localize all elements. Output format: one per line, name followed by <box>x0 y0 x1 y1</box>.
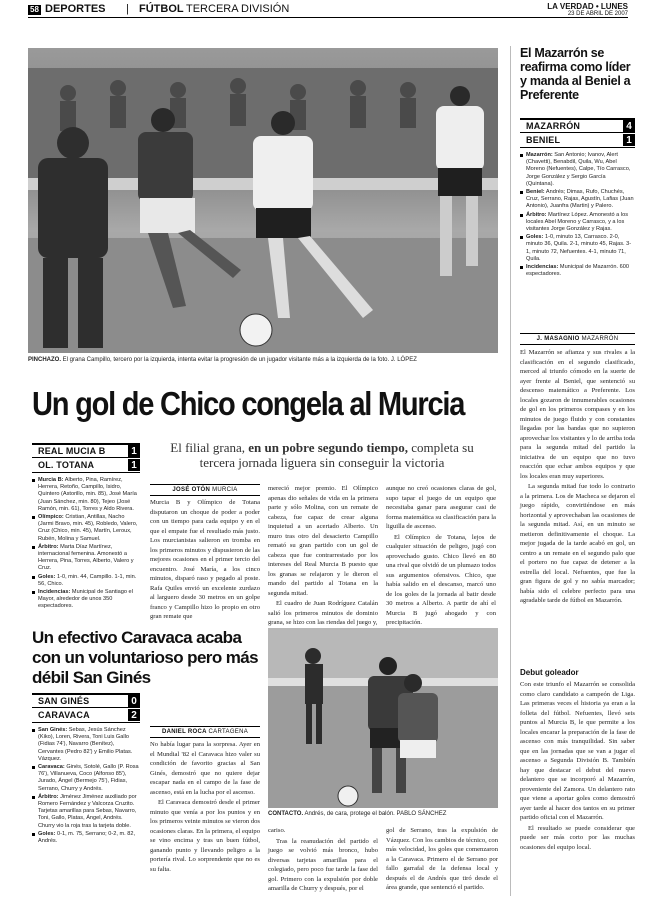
away-score: 2 <box>128 709 140 721</box>
page-header <box>28 2 628 18</box>
second-photo <box>268 628 498 808</box>
publication-date: 23 DE ABRIL DE 2007 <box>567 11 628 17</box>
main-photo-caption <box>28 356 498 364</box>
fact-item: Goles: 0-1, m. 75, Serrano; 0-2, m. 82, Andrés. <box>32 831 140 845</box>
main-headline: Un gol de Chico congela al Murcia <box>32 385 465 422</box>
section-label: DEPORTES <box>45 3 106 15</box>
caption-lead: CONTACTO. <box>268 811 304 817</box>
photo-credit: J. LÓPEZ <box>390 357 417 363</box>
main-body-col3: aunque no creó ocasiones claras de gol, supo tapar el juego de un equipo que necesitaba ganar para asegurar casi de forma matemática su clasificación para la liguilla de ascenso. El Olímpico de Totana, lejos de cualquier situación de peligro, jugó con aprovechado gusto. Chico llevó en 80 una rival que olvidó de un plumazo todos sus argumentos ofensivos. Chico, que había salido en el descanso, marcó uno de los goles de la jornada al batir desde 30 metros a Alberto. A partir de ahí el Murcia B jugó ahogado y con precipitación. <box>386 485 496 626</box>
away-team: BENIEL <box>526 135 561 145</box>
away-team-row <box>32 458 140 473</box>
fact-item: Goles: 1-0, minuto 13, Carrasco. 2-0, minuto 36, Quila. 2-1, minuto 45, Rajas. 3-1, minuto 72, Nefuentes. 4-1, minuto 71, Quila. <box>520 234 635 263</box>
fact-item: San Ginés: Sebas, Jesús Sánchez (Kiko), Loren, Rivera, Toni Luis Gallo (Fidias 74'), Navarro (Benítez), Cervantes (Pedro 82') y Emilio Platas. Vázquez. <box>32 727 140 763</box>
second-body-col2: cariso. Tras la reanudación del partido el juego se volvió más bronco, hubo diversas tarjetas amarillas para el colegiado, pero poco fue tarde la fase del gol. Primero con la expulsión por doble amarilla de Churry y después, por el <box>268 827 378 892</box>
home-team-row <box>32 693 140 708</box>
byline-name: J. MASAGNIO <box>536 336 580 342</box>
caravaca-match-photo <box>268 628 498 808</box>
photo-credit: PABLO SÁNCHEZ <box>396 811 447 817</box>
fact-item: Olímpico: Cristian, Antillas, Nacho (Jarmi Bravo, min. 45), Robledo, Valero, Cruz (Chico, min. 45), Martín, Leroux, Rubén, Molina y Samuel. <box>32 514 140 543</box>
home-team: REAL MUCIA B <box>38 446 106 456</box>
main-body-col1: Murcia B y Olímpico de Totana disputaron un choque de poder a poder con un tiempo para cada equipo y en el que el empate fue el resultado más justo. Los murcianistas salieron en tromba en los primeros minutos y dispusieron de las mejores ocasiones en el primer tercio del encuentro. José María, a los cinco minutos, disparó raso y pegado al poste. Rafa Quiles envió un excelente zurdazo al larguero desde 30 metros en un golpe franco y Campillo hizo lo propio en otro gran remate que <box>150 499 260 620</box>
home-team-row <box>32 443 140 458</box>
match-box-murcia-totana <box>32 443 140 612</box>
away-score: 1 <box>128 459 140 471</box>
sidebar-subheading: Debut goleador <box>520 668 579 677</box>
main-subhead: El filial grana, en un pobre segundo tiempo, completa su tercera jornada liguera sin conseguir la victoria <box>170 440 474 470</box>
caption-text: El grana Campillo, tercero por la izquierda, intenta evitar la progresión de un jugador visitante más a la izquierda de la foto. <box>62 357 390 363</box>
fact-item: Caravaca: Ginés, Sotolé, Gallo (P. Rosa 76'), Villanueva, Coco (Alfonso 85'), Jurado, Ángel (Bermejo 75'), Fidias, Serrano, Churry y Andrés. <box>32 764 140 793</box>
away-team-row <box>32 708 140 723</box>
match-box-mazarron-beniel <box>520 118 635 279</box>
home-team: MAZARRÓN <box>526 121 581 131</box>
fact-item: Incidencias: Municipal de Mazarrón. 600 espectadores. <box>520 264 635 278</box>
match-facts <box>32 727 140 845</box>
sidebar-byline <box>520 333 635 345</box>
subsection-bold: FÚTBOL <box>139 3 184 15</box>
byline-place: MURCIA <box>212 487 238 493</box>
main-photo <box>28 48 498 353</box>
second-byline <box>150 726 260 738</box>
match-facts <box>520 152 635 278</box>
home-score: 0 <box>128 695 140 707</box>
away-team-row <box>520 133 635 148</box>
caption-text: Andrés, de cara, protege el balón. <box>304 811 395 817</box>
ball-icon <box>338 786 358 806</box>
page-number: 58 <box>30 5 39 14</box>
fact-item: Beniel: Andrés; Dimas, Rufo, Chuchés, Cruz, Serrano, Rajas, Agustín, Lafias (Juan Antonio), Juanfra (Martin) y Palero. <box>520 189 635 211</box>
caption-lead: PINCHAZO. <box>28 357 61 363</box>
fact-item: Murcia B: Alberto, Pina, Ramírez, Herrera, Retoño, Campillo, Isidro, Quintero (Astorillo, min. 85), José María (Juan Sánchez, min. 80), Tejeo (José Ramón, min. 61), Torres y Aldo Rivera. <box>32 477 140 513</box>
fact-item: Árbitro: Martínez López. Amonestó a los locales Abel Moreno y Carrasco, y a los visitantes Jorge González y Rajas. <box>520 212 635 234</box>
byline-place: MAZARRÓN <box>581 336 619 342</box>
main-body-col2: mereció mejor premio. El Olímpico apenas dio señales de vida en la primera parte y sólo Molina, con un remate de cabeza, fue capaz de crear alguna inquietud a un acertado Alberto. Un muro tras otro del desacierto Campillo remató su gran partido con un gol de cabeza que fue contrarrestado por los intereses del Real Murcia B puesto que los granas se relajaron y le dieron el mando del partido al Totana en la segunda mitad. El cuadro de Juan Rodríguez Catalán salió los primeros minutos de dominio grana, se hizo con las riendas del juego y, <box>268 485 378 626</box>
sidebar-headline: El Mazarrón se reafirma como líder y manda al Beniel a Preferente <box>520 46 631 102</box>
away-team: CARAVACA <box>38 710 90 720</box>
second-body-col3: gol de Serrano, tras la expulsión de Vázquez. Con los cambios de técnico, con más velocidad, los goles que comenzaron a la Caravaca. Primero el de Serrano por fallo garrafal de la defensa local y después el de Andrés que tiró desde el área grande, que sentenció el partido. <box>386 827 498 891</box>
match-facts <box>32 477 140 611</box>
home-team: SAN GINÉS <box>38 696 90 706</box>
byline-name: JOSÉ OTÓN <box>172 487 211 493</box>
sidebar-body-2: Con este triunfo el Mazarrón se consolida como claro candidato a campeón de Liga. Las primeras veces el historia ya eran a la folleta del fútbol. Nefuentes, llevó seis puntos al Murcia B, le que permite a los locales encarar la preparación de la fase de ascenso con más tranquilidad. Sin saber que en las jornadas que se van a jugar el ascenso a Segunda División B. También hay que destacar el debut del nuevo delantero que se incorporó al Mazarrón, proveniente del Zamora. Un delantero rato que viene a aportar goles como demostró ayer tarde al hacer dos tantos en su primer partido oficial con el Mazarrón. El resultado se puede considerar que puede ser más corto por las muchas ocasiones del equipo local. <box>520 681 635 851</box>
subsection-label: TERCERA DIVISIÓN <box>186 3 290 15</box>
fact-item: Mazarrón: San Antonio; Ivanov, Alert (Chavetti), Benabdil, Quila, Wu, Abel Moreno (Nefuentes), Calpe, Tío Carrasco, Jorge González y Sergio García (Quintana). <box>520 152 635 188</box>
fact-item: Incidencias: Municipal de Santiago el Mayor, alrededor de unos 350 espectadores. <box>32 589 140 611</box>
away-score: 1 <box>623 134 635 146</box>
main-byline <box>150 484 260 496</box>
fact-item: Árbitro: Jiménez Jiménez auxiliado por Romero Fernández y Valcorza Cruzito. Tarjetas amarillas para Sebas, Navarro, Toni, Gallo, Platas, Ángel, Andrés. Churry vio la roja tras la tarjeta doble. <box>32 794 140 830</box>
second-headline: Un efectivo Caravaca acaba con un voluntarioso pero más débil San Ginés <box>32 628 258 687</box>
home-team-row <box>520 118 635 133</box>
football-match-photo <box>28 48 498 353</box>
home-score: 1 <box>128 445 140 457</box>
column-divider <box>510 46 511 896</box>
away-team: OL. TOTANA <box>38 460 95 470</box>
match-box-sangines-caravaca <box>32 693 140 846</box>
byline-name: DANIEL ROCA <box>161 729 207 735</box>
fact-item: Árbitro: Marta Díaz Martínez, internacional femenina. Amonestó a Herrera, Pina, Torres, Alberto, Valero y Cruz. <box>32 544 140 573</box>
ball-icon <box>240 314 272 346</box>
header-separator: | <box>126 3 129 15</box>
second-photo-caption <box>268 810 498 818</box>
second-body-col1: No había lugar para la sorpresa. Ayer en el Mundial '82 el Caravaca hizo valer su condición de favorito gracias al San Ginés, demostró que no quiere dejar escapar nada en el campo de la fase de ascenso, está en la lucha por el ascenso. El Caravaca demostró desde el primer minuto que venía a por los puntos y en los primeros veinte minutos se vieron dos ocasiones claras. En la primera, el equipo se vino encima y tras un buen fútbol, ganando punto y llevando peligro a la portería rival. Lo sorprendente que no es su falta. <box>150 741 260 873</box>
newspaper-name: LA VERDAD • LUNES <box>547 2 628 11</box>
fact-item: Goles: 1-0, min. 44, Campillo. 1-1, min. 56, Chico. <box>32 574 140 588</box>
sidebar-body: El Mazarrón se afianza y sus rivales a la clasificación en el segundo clasificado, merced al triunfo cómodo en la suerte de ayer frente al Beniel, que sentenció su descenso matemático a Preferente. Los locales gozaron de innumerables ocasiones de gol en los primeros compases y en los minutos de juego fluido y con constantes llegadas por las bandas que no supieron aprovechar los visitantes y lo de arriba toda para la segunda mitad del partido la iniciativa de un equipo que no tuvo reacción que echar ambos equipos y que los locales eran muy superiores. La segunda mitad fue todo lo contrario a la primera. Los de Macheca se dejaron el juego rápido, convirtiéndose en más horizontal y aprovechaban las ocasiones de la segunda mitad. Así, en un minuto se metieron definitivamente el choque. La mejor jugada de la tarde acabó en gol, un centro a un remate en el segundo palo que el portero no fue capaz de detener a la estrella del local. Nefuentes, que fue la gran figura de gol y no sabía marcador; había sido el celebre perfecto para una agradable tarde de fútbol en Mazarrón. <box>520 349 635 604</box>
byline-place: CARTAGENA <box>208 729 249 735</box>
home-score: 4 <box>623 120 635 132</box>
